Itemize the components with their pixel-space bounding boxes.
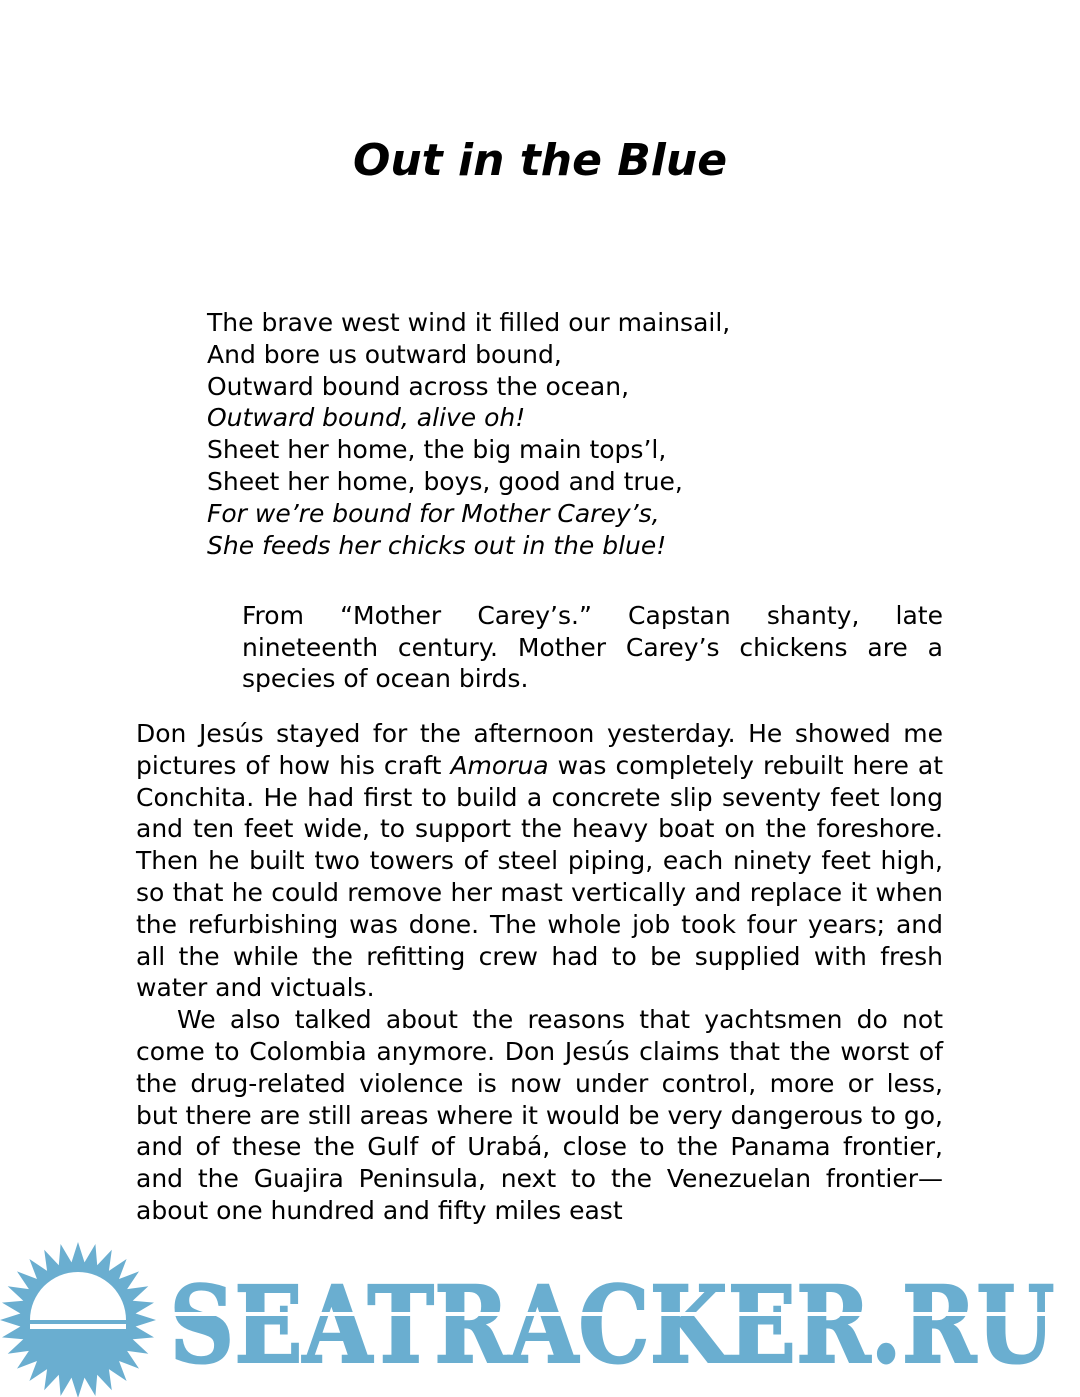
body-text (136, 718, 943, 1227)
verse-line: The brave west wind it filled our mainsail, (207, 308, 731, 337)
verse-line: For we’re bound for Mother Carey’s, (207, 498, 660, 528)
paragraph-text: Don Jesús stayed for the afternoon yesterday. He showed me pictures of how his craft (136, 719, 943, 780)
verse-line: She feeds her chicks out in the blue! (207, 530, 667, 560)
verse-epigraph (207, 307, 907, 561)
verse-line: Sheet her home, boys, good and true, (207, 466, 683, 496)
verse-line: Outward bound, alive oh! (207, 403, 526, 433)
watermark-text: SEATRACKER.RU (169, 1262, 1055, 1387)
body-paragraph-2: We also talked about the reasons that yachtsmen do not come to Colombia anymore. Don Jesús claims that the worst of the drug-related violence is now under control, more or less, but there are still areas where it would be very dangerous to go, and of these the Gulf of Urabá, close to the Panama frontier, and the Guajira Peninsula, next to the Venezuelan frontier—about one hundred and fifty miles east (136, 1005, 943, 1225)
verse-line: Sheet her home, the big main tops’l, (207, 435, 667, 465)
paragraph-text: was completely rebuilt here at Conchita. He had first to build a concrete slip seventy feet long and ten feet wide, to support the heavy boat on the foreshore. Then he built two towers of steel piping, each ninety feet high, so that he could remove her mast vertically and replace it when the refurbishing was done. The whole job took four years; and all the while the refitting crew had to be supplied with fresh water and victuals. (136, 750, 943, 1003)
boat-name: Amorua (450, 750, 549, 780)
chapter-title: Out in the Blue (352, 135, 728, 186)
verse-line: And bore us outward bound, (207, 339, 562, 369)
verse-line: Outward bound across the ocean, (207, 371, 630, 401)
body-paragraph-1 (136, 718, 943, 1004)
sun-icon (0, 1242, 156, 1397)
epigraph-source-note: From “Mother Carey’s.” Capstan shanty, late nineteenth century. Mother Carey’s chickens are a species of ocean birds. (242, 601, 943, 694)
watermark (0, 1238, 1080, 1397)
